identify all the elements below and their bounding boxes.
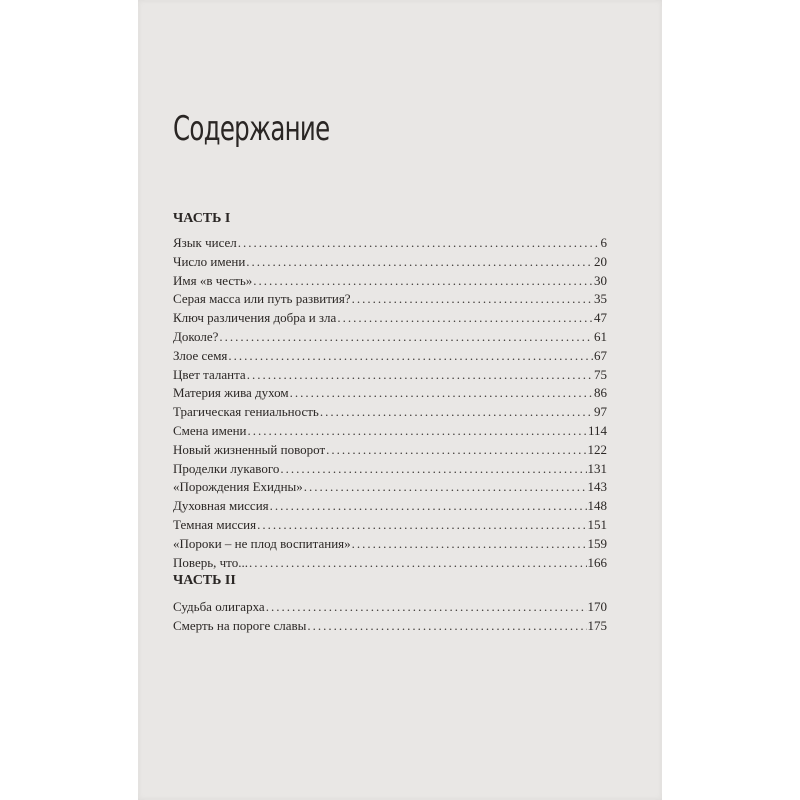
toc-entry-page: 86 [594,385,607,401]
toc-leader-dots [337,309,593,328]
toc-entry-title: Темная миссия [173,516,257,532]
toc-entry-page: 166 [587,554,607,570]
toc-entry [173,328,607,347]
toc-entry-title: Злое семя [173,347,228,363]
toc-leader-dots [238,234,600,253]
part-2-toc [173,598,607,636]
toc-entry [173,460,607,479]
toc-entry-title: Смерть на пороге славы [173,617,307,633]
toc-entry [173,309,607,328]
toc-entry-title: Имя «в честь» [173,272,253,288]
toc-entry [173,234,607,253]
toc-entry-title: «Пороки – не плод воспитания» [173,535,351,551]
toc-entry [173,347,607,366]
toc-entry-title: Судьба олигарха [173,599,265,614]
toc-entry-page: 114 [587,422,607,438]
part-2-title: ЧАСТЬ II [173,573,236,588]
toc-leader-dots [249,554,587,573]
toc-leader-dots [266,598,587,617]
toc-entry-page: 61 [594,328,607,344]
toc-entry-page: 30 [594,272,607,288]
toc-leader-dots [326,441,586,460]
part-1-toc [173,234,607,572]
toc-leader-dots [290,384,593,403]
toc-entry-page: 151 [587,516,607,532]
toc-entry-page: 75 [594,366,607,382]
toc-entry-title: Число имени [173,253,246,269]
toc-entry-page: 35 [594,291,607,307]
toc-entry-title: Доколе? [173,328,219,344]
toc-leader-dots [247,366,593,385]
toc-entry [173,441,607,460]
toc-entry-title: «Порождения Ехидны» [173,479,303,495]
toc-entry [173,598,607,617]
toc-entry [173,290,607,309]
toc-entry-page: 131 [587,460,607,476]
toc-leader-dots [219,328,593,347]
toc-entry [173,403,607,422]
toc-entry [173,478,607,497]
toc-entry-title: Серая масса или путь развития? [173,291,351,307]
toc-leader-dots [253,272,593,291]
toc-entry-title: Смена имени [173,422,247,438]
toc-entry [173,617,607,636]
toc-entry [173,422,607,441]
toc-entry [173,535,607,554]
toc-leader-dots [248,422,587,441]
toc-entry [173,554,607,573]
toc-entry-title: Язык чисел [173,235,237,250]
toc-leader-dots [320,403,593,422]
toc-entry-title: Материя жива духом [173,385,289,401]
toc-entry-page: 67 [594,347,607,363]
toc-entry-title: Трагическая гениальность [173,404,319,420]
toc-entry-title: Проделки лукавого [173,460,280,476]
part-1-title: ЧАСТЬ I [173,211,231,226]
toc-leader-dots [352,290,593,309]
toc-entry [173,516,607,535]
toc-leader-dots [280,460,586,479]
toc-entry [173,366,607,385]
toc-entry [173,497,607,516]
toc-leader-dots [246,253,593,272]
toc-entry-page: 175 [587,617,607,633]
toc-leader-dots [352,535,587,554]
toc-leader-dots [257,516,586,535]
toc-leader-dots [304,478,587,497]
toc-leader-dots [228,347,593,366]
toc-leader-dots [307,617,586,636]
toc-entry-page: 143 [587,479,607,495]
toc-entry-page: 47 [594,310,607,326]
toc-entry-page: 159 [587,535,607,551]
toc-entry-page: 170 [587,599,607,614]
toc-entry-title: Цвет таланта [173,366,246,382]
toc-entry [173,272,607,291]
contents-heading: Содержание [173,108,330,149]
toc-entry-page: 6 [600,235,607,250]
toc-entry [173,253,607,272]
toc-entry-title: Поверь, что... [173,554,248,570]
toc-leader-dots [270,497,587,516]
toc-entry-title: Духовная миссия [173,498,269,514]
toc-entry-page: 20 [594,253,607,269]
toc-entry [173,384,607,403]
toc-entry-title: Ключ различения добра и зла [173,310,337,326]
toc-entry-page: 148 [587,498,607,514]
toc-entry-page: 122 [587,441,607,457]
toc-entry-title: Новый жизненный поворот [173,441,326,457]
toc-entry-page: 97 [594,404,607,420]
